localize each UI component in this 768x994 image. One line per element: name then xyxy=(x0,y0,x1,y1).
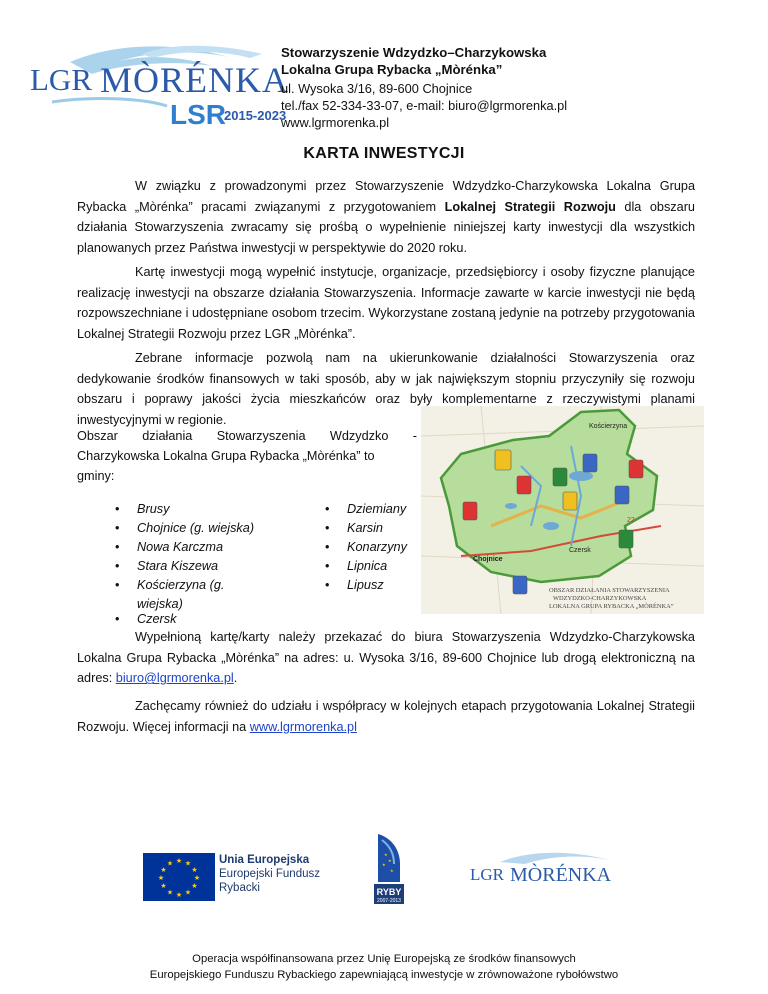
lgr-morenka-footer-logo xyxy=(470,850,620,890)
lsr-bold-text: Lokalnej Strategii Rozwoju xyxy=(444,199,616,214)
list-item: • Lipnica xyxy=(320,557,430,576)
map-caption-1: OBSZAR DZIAŁANIA STOWARZYSZENIA xyxy=(549,587,670,594)
map-caption-2: WDZYDZKO-CHARZYKOWSKA xyxy=(553,595,647,602)
gminy-list-left xyxy=(110,500,280,614)
map-caption-3: LOKALNA GRUPA RYBACKA „MÒRÉNKA” xyxy=(549,603,674,610)
ryby-years: 2007-2013 xyxy=(377,898,401,904)
list-item: • Konarzyny xyxy=(320,538,430,557)
list-item: • Dziemiany xyxy=(320,500,430,519)
footer-line1: Operacja współfinansowana przez Unię Europejską ze środków finansowych xyxy=(192,953,576,965)
invitation-paragraph: Zachęcamy również do udziału i współpracy w kolejnych etapach przygotowania Lokalnej Strategii Rozwoju. Więcej informacji na www.lgrmorenka.pl xyxy=(77,699,695,734)
svg-text:★: ★ xyxy=(160,882,167,890)
logo-years-text: 2015-2023 xyxy=(224,108,287,123)
purpose-paragraph: Zebrane informacje pozwolą nam na ukierunkowanie działalności Stowarzyszenia oraz dedykowanie środków finansowych w taki sposób, aby w jak największym stopniu przyczyniły się rozwoju obszaru i poprawy jakości życia mieszkańców oraz były komplementarne z rzeczywistymi planami inwestycyjnymi w regionie. xyxy=(77,351,695,427)
map-town-chojnice: Chojnice xyxy=(473,556,503,563)
org-name-line1: Stowarzyszenie Wdzydzko–Charzykowska xyxy=(281,45,547,60)
list-item: • Lipusz xyxy=(320,576,430,595)
intro-paragraph: W związku z prowadzonymi przez Stowarzyszenie Wdzydzko-Charzykowska Lokalna Grupa Rybacka „Mòrénka” pracami związanymi z przygotowaniem Lokalnej Strategii Rozwoju dla obszaru działania Stowarzyszenia zwracamy się prośbą o wypełnienie niniejszej karty inwestycji dla wszystkich planowanych przez Państwa inwestycji w perspektywie do 2020 roku. xyxy=(77,179,695,255)
map-town-koscierzyna: Kościerzyna xyxy=(589,423,628,430)
svg-text:★: ★ xyxy=(382,862,386,867)
list-item: • Chojnice (g. wiejska) xyxy=(110,519,280,538)
org-contact: tel./fax 52-334-33-07, e-mail: biuro@lgrmorenka.pl xyxy=(281,98,568,113)
eu-text: Unia Europejska Europejski Fundusz Rybacki xyxy=(219,854,320,894)
email-link[interactable]: biuro@lgrmorenka.pl xyxy=(115,671,234,686)
list-item: • Nowa Karczma xyxy=(110,538,280,557)
list-item: • Stara Kiszewa xyxy=(110,557,280,576)
svg-text:★: ★ xyxy=(184,859,192,868)
list-item: • Brusy xyxy=(110,500,280,519)
svg-text:★: ★ xyxy=(166,888,174,897)
area-map xyxy=(421,406,704,614)
org-website: www.lgrmorenka.pl xyxy=(281,115,390,130)
svg-text:★: ★ xyxy=(157,874,165,882)
svg-text:LGR: LGR xyxy=(470,865,504,884)
map-road-22: 22 xyxy=(627,517,635,524)
svg-text:★: ★ xyxy=(191,866,198,874)
list-item: • Karsin xyxy=(320,519,430,538)
list-item: • Czersk xyxy=(110,610,176,629)
svg-text:MÒRÉNKA: MÒRÉNKA xyxy=(510,864,612,886)
org-address: ul. Wysoka 3/16, 89-600 Chojnice xyxy=(281,81,473,96)
website-link[interactable]: www.lgrmorenka.pl xyxy=(249,719,357,734)
svg-text:★: ★ xyxy=(388,858,392,863)
logo-lsr-text: LSR xyxy=(170,99,226,130)
eu-flag-logo xyxy=(143,853,215,901)
page-title: KARTA INWESTYCJI xyxy=(303,145,465,162)
list-item: • Kościerzyna (g. wiejska) xyxy=(110,576,262,614)
map-town-czersk: Czersk xyxy=(569,547,591,554)
gminy-list-right xyxy=(320,500,430,595)
who-can-fill-paragraph: Kartę inwestycji mogą wypełnić instytucje, organizacje, przedsiębiorcy i osoby fizyczne planujące realizację inwestycji na obszarze działania Stowarzyszenia. Informacje zawarte w karcie inwestycji nie będą rozpowszechniane i udostępniane osobom trzecim. Wykorzystane zostaną jedynie na potrzeby przygotowania Lokalnej Strategii Rozwoju przez LGR „Mòrénka”. xyxy=(77,265,695,341)
ryby-logo xyxy=(370,832,408,904)
svg-text:★: ★ xyxy=(384,852,388,857)
svg-text:★: ★ xyxy=(160,866,167,874)
ryby-text: RYBY xyxy=(376,887,402,897)
org-name-line2: Lokalna Grupa Rybacka „Mòrénka” xyxy=(281,62,503,77)
submission-paragraph: Wypełnioną kartę/karty należy przekazać do biura Stowarzyszenia Wdzydzko-Charzykowska Lokalna Grupa Rybacka „Mòrénka” na adres: u. Wysoka 3/16, 89-600 Chojnice lub drogą elektroniczną na adres: biuro@lgrmorenka.pl. xyxy=(77,630,695,686)
svg-text:★: ★ xyxy=(166,859,174,868)
logo-morenka-text: MÒRÉNKA xyxy=(100,60,290,100)
svg-text:★: ★ xyxy=(193,874,201,882)
svg-text:★: ★ xyxy=(390,868,394,873)
svg-text:★: ★ xyxy=(175,857,183,865)
logo-lgr-text: LGR xyxy=(30,62,92,97)
footer-line2: Europejskiego Funduszu Rybackiego zapewniającą inwestycje w zrównoważone rybołówstwo xyxy=(149,969,619,981)
svg-text:★: ★ xyxy=(175,891,183,899)
area-description: Obszar działania Stowarzyszenia Wdzydzko - Charzykowska Lokalna Grupa Rybacka „Mòrénka” to gminy: xyxy=(77,429,417,483)
svg-text:★: ★ xyxy=(191,882,198,890)
lgr-morenka-header-logo xyxy=(22,40,290,130)
svg-text:★: ★ xyxy=(184,888,192,897)
